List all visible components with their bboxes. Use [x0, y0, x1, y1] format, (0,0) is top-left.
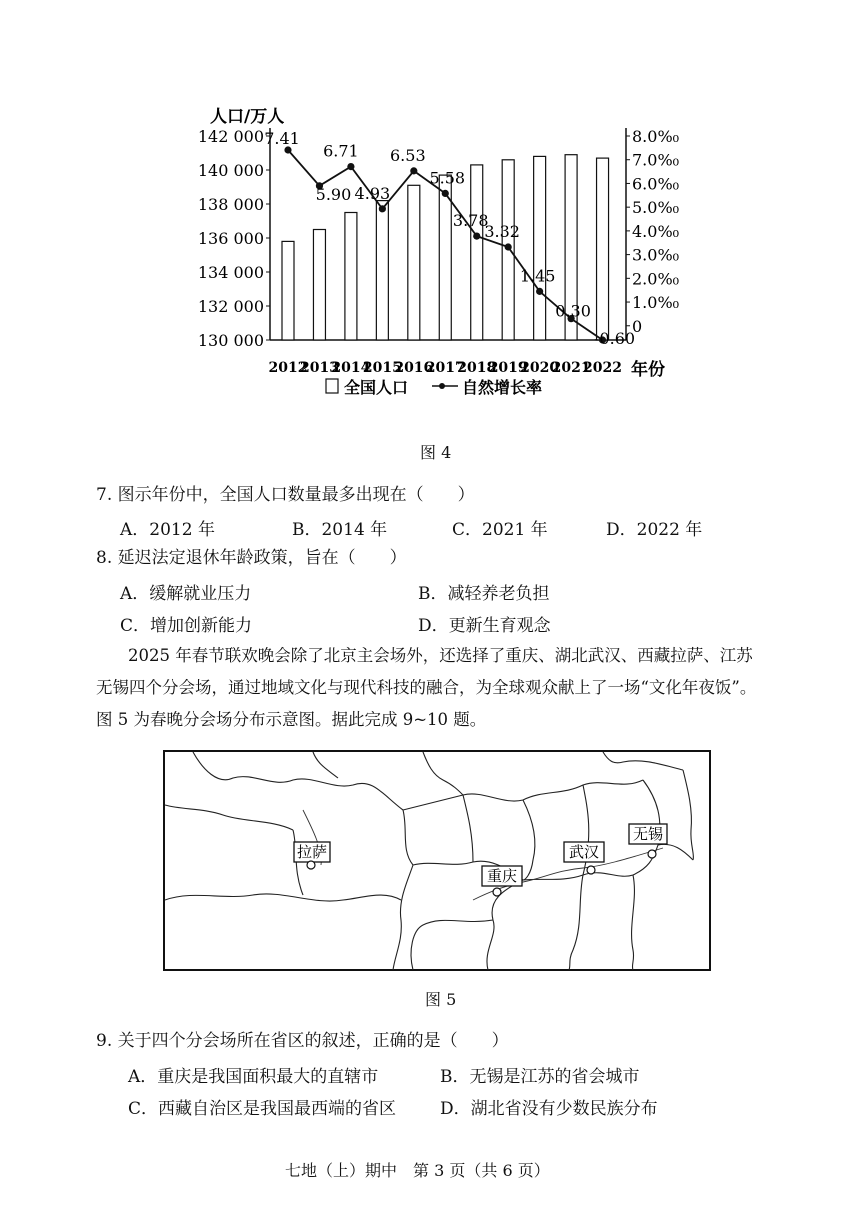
population-bar-2014 — [345, 213, 357, 341]
growth-rate-point-2017 — [442, 190, 449, 197]
gala-venue-map — [163, 750, 711, 972]
growth-rate-label-2013: 5.90 — [315, 184, 352, 204]
growth-rate-label-2012: 7.41 — [264, 128, 300, 148]
passage-line-3: 图 5 为春晚分会场分布示意图。据此完成 9~10 题。 — [96, 710, 487, 729]
y-left-tick-label: 140 000 — [197, 161, 264, 180]
growth-rate-label-2016: 6.53 — [390, 145, 426, 165]
x-category-2017: 2017 — [425, 360, 465, 376]
growth-rate-point-2015 — [379, 205, 386, 212]
y-right-tick-label: 5.0%₀ — [632, 198, 680, 218]
y-right-tick-label: 6.0%₀ — [632, 174, 680, 194]
y-left-tick-label: 132 000 — [197, 297, 264, 316]
growth-rate-point-2020 — [536, 288, 543, 295]
lasa-label: 拉萨 — [296, 843, 328, 861]
page-footer: 七地（上）期中 第 3 页（共 6 页） — [285, 1161, 550, 1180]
passage-line-2: 无锡四个分会场，通过地域文化与现代科技的融合，为全球观众献上了一场“文化年夜饭”。 — [96, 678, 757, 697]
growth-rate-label-2018: 3.78 — [452, 211, 489, 231]
x-axis-title: 年份 — [631, 360, 665, 380]
lasa-marker — [307, 861, 315, 869]
y-left-tick-label: 136 000 — [197, 229, 264, 248]
q7-option-d[interactable]: D．2022 年 — [606, 520, 703, 540]
q9-option-a[interactable]: A．重庆是我国面积最大的直辖市 — [128, 1067, 379, 1087]
y-left-tick-label: 130 000 — [197, 331, 264, 350]
wuhan-marker — [587, 866, 595, 874]
growth-rate-point-2014 — [347, 163, 354, 170]
growth-rate-label-2014: 6.71 — [323, 141, 359, 161]
legend-bar-swatch — [326, 379, 338, 393]
population-bar-2022 — [597, 158, 609, 340]
q9-option-d[interactable]: D．湖北省没有少数民族分布 — [440, 1099, 658, 1119]
x-category-2019: 2019 — [488, 360, 528, 376]
y-left-axis-title: 人口/万人 — [210, 107, 285, 127]
y-right-tick-label: 4.0%₀ — [632, 221, 680, 241]
growth-rate-label-2022: -0.60 — [594, 329, 636, 348]
q9-option-b[interactable]: B．无锡是江苏的省会城市 — [440, 1067, 640, 1087]
x-category-2020: 2020 — [520, 360, 560, 376]
x-axis-categories — [269, 360, 623, 376]
wuhan-label: 武汉 — [568, 843, 600, 861]
y-left-tick-label: 134 000 — [197, 263, 264, 282]
q8-option-c[interactable]: C．增加创新能力 — [120, 616, 253, 636]
legend-population-label: 全国人口 — [344, 378, 409, 397]
y-right-tick-label: 3.0%₀ — [632, 245, 680, 265]
y-right-tick-label: 2.0%₀ — [632, 269, 680, 289]
x-category-2012: 2012 — [268, 360, 308, 376]
question-8-stem: 8. 延迟法定退休年龄政策，旨在（ ） — [96, 548, 407, 568]
q7-option-c[interactable]: C．2021 年 — [452, 520, 548, 540]
legend-line-marker — [439, 383, 445, 389]
x-category-2018: 2018 — [457, 360, 497, 376]
chongqing-label: 重庆 — [486, 867, 518, 885]
growth-rate-label-2017: 5.58 — [429, 168, 466, 188]
growth-rate-point-2019 — [505, 243, 512, 250]
y-left-ticks — [198, 127, 270, 350]
growth-rate-point-2018 — [473, 233, 480, 240]
population-bar-2016 — [408, 185, 420, 340]
population-bar-2015 — [376, 201, 388, 340]
population-bar-2020 — [534, 156, 546, 340]
y-left-tick-label: 138 000 — [197, 195, 264, 214]
q7-option-b[interactable]: B．2014 年 — [292, 520, 388, 540]
legend-growth-label: 自然增长率 — [462, 378, 543, 397]
figure-4-caption: 图 4 — [420, 443, 452, 462]
figure-5-caption: 图 5 — [425, 990, 457, 1009]
wuxi-marker — [648, 850, 656, 858]
q8-option-b[interactable]: B．减轻养老负担 — [418, 584, 550, 604]
question-9-stem: 9. 关于四个分会场所在省区的叙述，正确的是（ ） — [96, 1031, 509, 1051]
wuxi-label: 无锡 — [632, 825, 664, 843]
growth-rate-label-2021: 0.30 — [555, 301, 591, 321]
y-right-tick-label: 8.0%₀ — [632, 127, 680, 146]
growth-rate-label-2020: 1.45 — [519, 266, 556, 286]
y-right-tick-label: 1.0%₀ — [632, 293, 680, 313]
q8-option-a[interactable]: A．缓解就业压力 — [120, 584, 252, 604]
population-bar-2012 — [282, 241, 294, 340]
q8-option-d[interactable]: D．更新生育观念 — [418, 616, 551, 636]
y-right-tick-label: 7.0%₀ — [632, 150, 680, 170]
growth-rate-label-2015: 4.93 — [354, 183, 391, 203]
x-category-2021: 2021 — [551, 360, 591, 376]
x-category-2014: 2014 — [331, 360, 371, 376]
x-category-2016: 2016 — [394, 360, 434, 376]
q9-option-c[interactable]: C．西藏自治区是我国最西端的省区 — [128, 1099, 397, 1119]
y-right-ticks — [626, 127, 679, 336]
chongqing-marker — [493, 888, 501, 896]
population-chart — [0, 0, 867, 420]
x-category-2022: 2022 — [583, 360, 623, 376]
x-category-2015: 2015 — [362, 360, 402, 376]
question-7-stem: 7. 图示年份中，全国人口数量最多出现在（ ） — [96, 485, 475, 505]
q7-option-a[interactable]: A．2012 年 — [120, 520, 215, 540]
passage-line-1: 2025 年春节联欢晚会除了北京主会场外，还选择了重庆、湖北武汉、西藏拉萨、江苏 — [128, 646, 753, 665]
growth-rate-point-2016 — [410, 167, 417, 174]
population-bar-2013 — [313, 230, 325, 341]
growth-rate-label-2019: 3.32 — [484, 222, 520, 242]
x-category-2013: 2013 — [299, 360, 339, 376]
y-left-tick-label: 142 000 — [197, 127, 264, 146]
y-right-tick-label: 0 — [632, 316, 643, 336]
chart-legend — [326, 378, 542, 397]
population-bar-2018 — [471, 165, 483, 340]
